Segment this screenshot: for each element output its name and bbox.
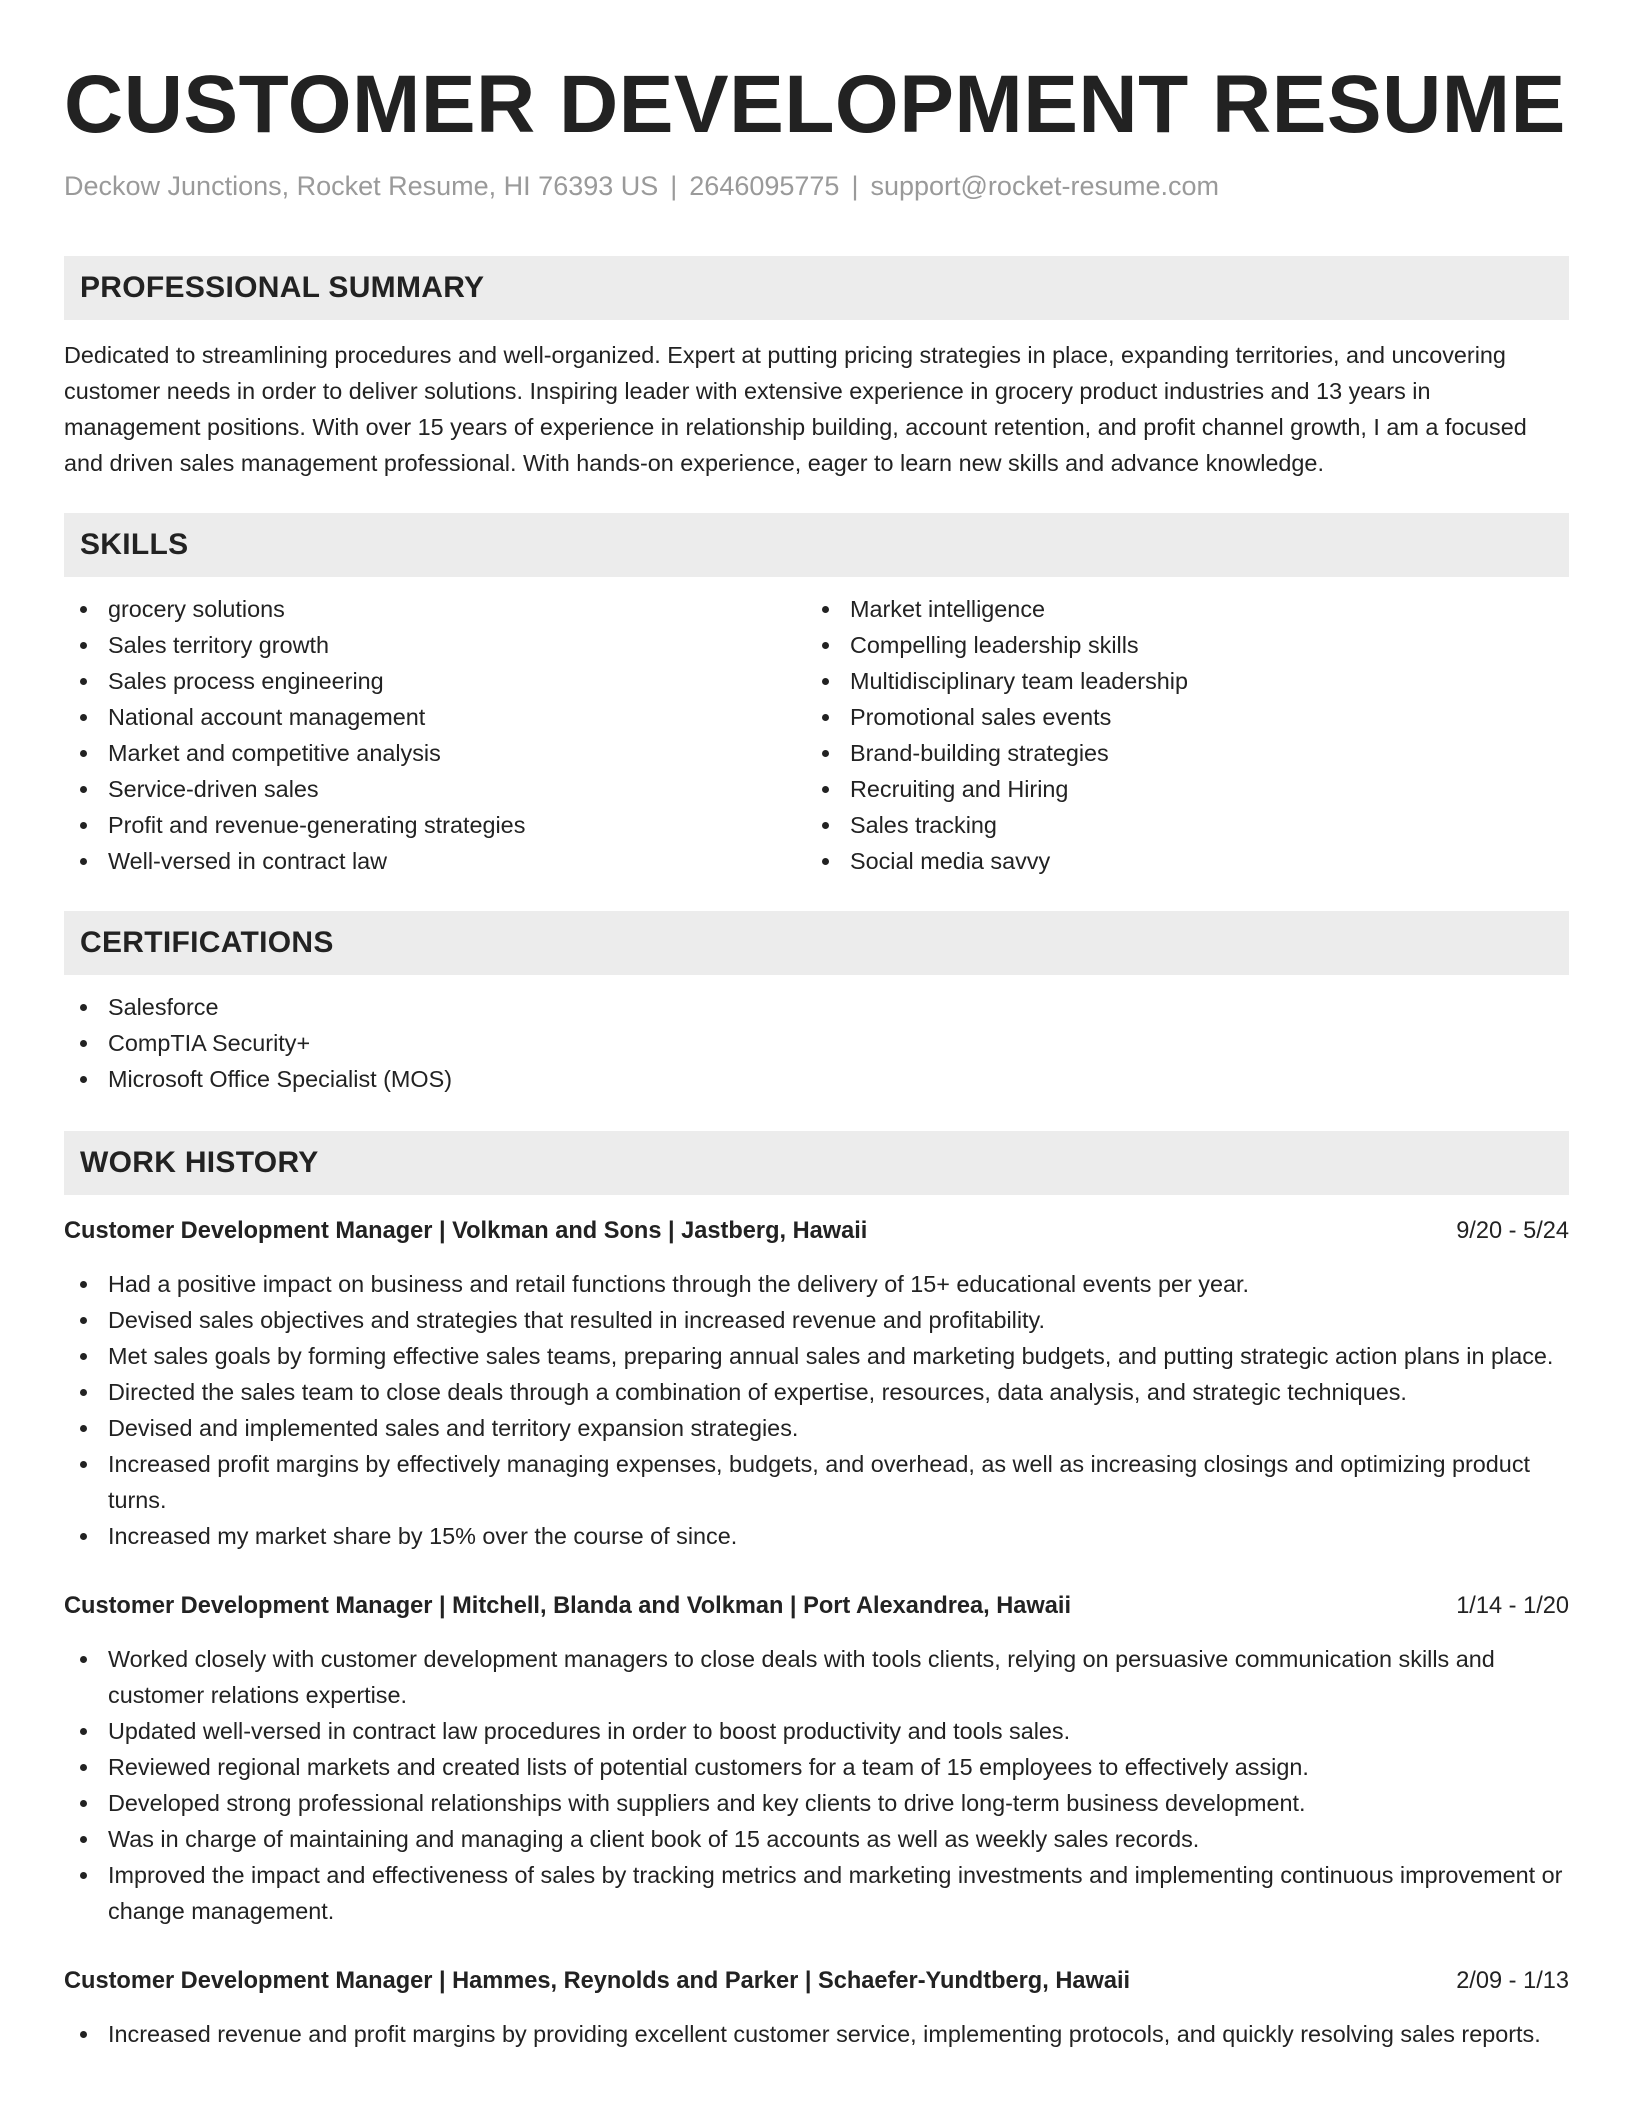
skill-item: Social media savvy <box>806 843 1548 879</box>
section-header-certifications: CERTIFICATIONS <box>64 911 1569 975</box>
contact-address: Deckow Junctions, Rocket Resume, HI 76393 US <box>64 171 659 201</box>
section-header-skills: SKILLS <box>64 513 1569 577</box>
skill-item: Service-driven sales <box>64 771 806 807</box>
certification-item: CompTIA Security+ <box>64 1025 1569 1061</box>
skill-item: grocery solutions <box>64 591 806 627</box>
job-bullet: Directed the sales team to close deals through a combination of expertise, resources, data analysis, and strategic techniques. <box>64 1374 1569 1410</box>
job-bullets <box>64 1641 1569 1929</box>
contact-separator: | <box>851 171 859 201</box>
skill-item: Multidisciplinary team leadership <box>806 663 1548 699</box>
skill-item: Well-versed in contract law <box>64 843 806 879</box>
certifications-list <box>64 989 1569 1097</box>
skill-item: Profit and revenue-generating strategies <box>64 807 806 843</box>
job-bullet: Developed strong professional relationships with suppliers and key clients to drive long-term business development. <box>64 1785 1569 1821</box>
job-header <box>64 1213 1569 1249</box>
summary-text: Dedicated to streamlining procedures and well-organized. Expert at putting pricing strategies in place, expanding territories, and uncovering customer needs in order to deliver solutions. Inspiring leader with extensive experience in grocery product industries and 13 years in management positions. With over 15 years of experience in relationship building, account retention, and profit channel growth, I am a focused and driven sales management professional. With hands-on experience, eager to learn new skills and advance knowledge. <box>64 342 1527 476</box>
contact-separator: | <box>670 171 678 201</box>
job-bullet: Updated well-versed in contract law procedures in order to boost productivity and tools sales. <box>64 1713 1569 1749</box>
skills-list-left <box>64 591 806 879</box>
section-header-work-history: WORK HISTORY <box>64 1131 1569 1195</box>
job-bullet: Met sales goals by forming effective sales teams, preparing annual sales and marketing budgets, and putting strategic action plans in place. <box>64 1338 1569 1374</box>
job-bullet: Worked closely with customer development managers to close deals with tools clients, relying on persuasive communication skills and customer relations expertise. <box>64 1641 1569 1713</box>
job-bullet: Increased profit margins by effectively managing expenses, budgets, and overhead, as well as increasing closings and optimizing product turns. <box>64 1446 1569 1518</box>
job-title: Customer Development Manager | Hammes, Reynolds and Parker | Schaefer-Yundtberg, Hawaii <box>64 1968 1131 1994</box>
job-entry <box>64 1588 1569 1929</box>
job-header <box>64 1588 1569 1624</box>
skills-list-right <box>806 591 1548 879</box>
certification-item: Salesforce <box>64 989 1569 1025</box>
job-bullets <box>64 2016 1569 2052</box>
contact-line <box>64 168 1569 204</box>
skill-item: Sales process engineering <box>64 663 806 699</box>
job-dates: 9/20 - 5/24 <box>1456 1218 1569 1244</box>
job-bullet: Reviewed regional markets and created lists of potential customers for a team of 15 employees to effectively assign. <box>64 1749 1569 1785</box>
contact-phone: 2646095775 <box>689 171 840 201</box>
job-bullet: Increased revenue and profit margins by providing excellent customer service, implementing protocols, and quickly resolving sales reports. <box>64 2016 1569 2052</box>
skills-grid <box>64 591 1569 879</box>
job-bullet: Increased my market share by 15% over the course of since. <box>64 1518 1569 1554</box>
skill-item: Sales tracking <box>806 807 1548 843</box>
section-header-summary: PROFESSIONAL SUMMARY <box>64 256 1569 320</box>
job-header <box>64 1963 1569 1999</box>
contact-email: support@rocket-resume.com <box>870 171 1219 201</box>
job-bullets <box>64 1266 1569 1554</box>
certification-item: Microsoft Office Specialist (MOS) <box>64 1061 1569 1097</box>
skill-item: Market and competitive analysis <box>64 735 806 771</box>
work-history-list <box>64 1213 1569 2052</box>
skill-item: National account management <box>64 699 806 735</box>
job-bullet: Was in charge of maintaining and managing a client book of 15 accounts as well as weekly sales records. <box>64 1821 1569 1857</box>
job-title: Customer Development Manager | Volkman and Sons | Jastberg, Hawaii <box>64 1218 868 1244</box>
job-entry <box>64 1963 1569 2052</box>
job-dates: 1/14 - 1/20 <box>1456 1593 1569 1619</box>
skill-item: Sales territory growth <box>64 627 806 663</box>
job-dates: 2/09 - 1/13 <box>1456 1968 1569 1994</box>
skill-item: Market intelligence <box>806 591 1548 627</box>
job-bullet: Improved the impact and effectiveness of sales by tracking metrics and marketing investments and implementing continuous improvement or change management. <box>64 1857 1569 1929</box>
skill-item: Promotional sales events <box>806 699 1548 735</box>
job-bullet: Devised sales objectives and strategies that resulted in increased revenue and profitability. <box>64 1302 1569 1338</box>
job-entry <box>64 1213 1569 1554</box>
skill-item: Recruiting and Hiring <box>806 771 1548 807</box>
job-bullet: Devised and implemented sales and territory expansion strategies. <box>64 1410 1569 1446</box>
skill-item: Compelling leadership skills <box>806 627 1548 663</box>
job-bullet: Had a positive impact on business and retail functions through the delivery of 15+ educational events per year. <box>64 1266 1569 1302</box>
skill-item: Brand-building strategies <box>806 735 1548 771</box>
resume-title: CUSTOMER DEVELOPMENT RESUME <box>64 59 1566 150</box>
job-title: Customer Development Manager | Mitchell, Blanda and Volkman | Port Alexandrea, Hawaii <box>64 1593 1072 1619</box>
